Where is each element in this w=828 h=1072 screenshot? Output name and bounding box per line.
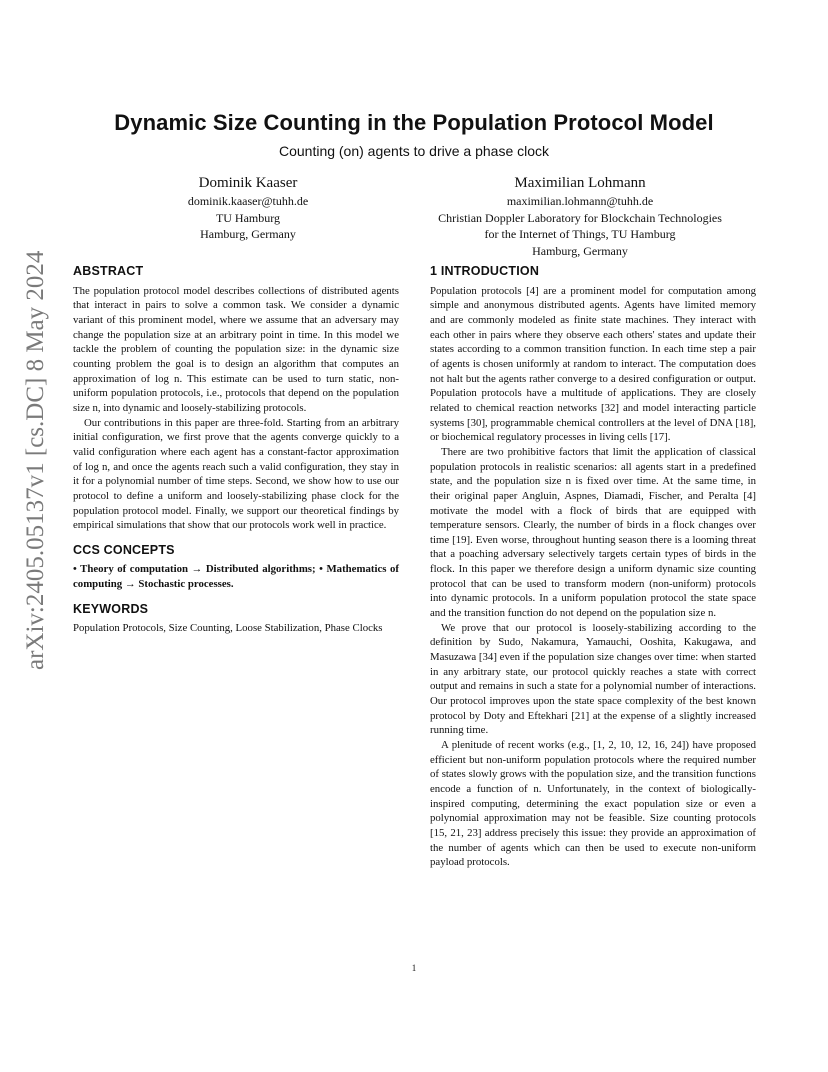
left-column (73, 264, 399, 636)
author-email: maximilian.lohmann@tuhh.de (506, 194, 654, 208)
arxiv-identifier: arXiv:2405.05137v1 [cs.DC] 8 May 2024 (22, 250, 49, 670)
intro-paragraph-4: A plenitude of recent works (e.g., [1, 2, 10, 12, 16, 24]) have proposed efficient but non-uniform population protocols where the required number of states slowly grows with the population size, and the transition functions encode a function of n. Unfortunately, in the context of biologically-inspired computing, determining the exact population size or even a polynomial approximation may not be feasible. Size counting protocols [15, 21, 23] address precisely this issue: they provide an approximation of the number of agents which can then be used to execute non-uniform payload protocols. (430, 739, 756, 869)
abstract-heading: ABSTRACT (73, 264, 144, 278)
introduction-heading: 1 INTRODUCTION (430, 264, 540, 278)
abstract-paragraph-1: The population protocol model describes collections of distributed agents that interact in pairs to solve a common task. We consider a dynamic variant of this prominent model, where we assume that an adversary may change the population size at an arbitrary point in time. In this model we tackle the problem of counting the population size: in the dynamic size counting problem the goal is to design an algorithm that computes an approximation of log n. This estimate can be used to turn static, non-uniform population protocols, i.e., protocols that depend on the population size n, into dynamic and loosely-stabilizing protocols. (73, 284, 399, 414)
author-email: dominik.kaaser@tuhh.de (187, 194, 309, 208)
intro-paragraph-3: We prove that our protocol is loosely-stabilizing according to the definition by Sudo, Nakamura, Yamauchi, Ooshita, Kakugawa, and Masuzawa [34] even if the population size changes over time: when started in any arbitrary state, our protocol quickly reaches a state with correct output and remains in such a state for a polynomial number of interactions. Our protocol improves upon the state space complexity of the best known protocol by Doty and Eftekhari [21] at the expense of a slightly increased running time. (430, 621, 756, 737)
author-affiliation-line2: for the Internet of Things, TU Hamburg (484, 227, 676, 241)
author-block-2 (410, 173, 750, 259)
intro-paragraph-2: There are two prohibitive factors that limit the application of classical population protocols in realistic scenarios: all agents start in a predefined state, and the population size n is fixed over time. At the same time, in their original paper Angluin, Aspnes, Diamadi, Fischer, and Peralta [4] motivate the model with a flock of birds that are equipped with temperature sensors. Clearly, the number of birds in a flock changes over time [19]. Even worse, throughout hunting season there is a looming threat that a poaching adversary selectively targets certain types of birds in the flock. In this paper we therefore design a uniform dynamic size counting protocol that can be used to transform modern (non-uniform) protocols into dynamic protocols. In a uniform population protocol the state space and the transition function do not depend on the population size n. (430, 445, 756, 620)
author-affiliation: Christian Doppler Laboratory for Blockchain Technologies (438, 210, 722, 225)
author-block-1 (148, 173, 348, 243)
paper-title: Dynamic Size Counting in the Population Protocol Model (114, 110, 714, 135)
page-number: 1 (411, 963, 417, 973)
author-name: Maximilian Lohmann (514, 175, 646, 191)
ccs-concepts-text: • Theory of computation → Distributed algorithms; • Mathematics of computing → Stochastic processes. (73, 563, 399, 591)
ccs-heading: CCS CONCEPTS (73, 542, 175, 557)
keywords-heading: KEYWORDS (73, 601, 149, 616)
author-location: Hamburg, Germany (200, 227, 296, 241)
right-column (430, 264, 756, 870)
author-name: Dominik Kaaser (198, 175, 298, 191)
intro-paragraph-1: Population protocols [4] are a prominent model for computation among simple and anonymous distributed agents. Agents have limited memory and are commonly modeled as finite state machines. They interact with each other in pairs where they observe each others' states and update their states according to a common transition function. In each time step a pair of agents is chosen uniformly at random to interact. The computation does not halt but the agents rather converge to a desired configuration or output. Population protocols have a multitude of applications. They are closely related to chemical reaction networks [32] and model interacting particle systems [30], programmable chemical controllers at the level of DNA [18], or biochemical regulatory processes in living cells [17]. (430, 284, 756, 444)
paper-subtitle: Counting (on) agents to drive a phase clock (278, 143, 550, 159)
keywords-text: Population Protocols, Size Counting, Loose Stabilization, Phase Clocks (73, 622, 383, 635)
abstract-paragraph-2: Our contributions in this paper are three-fold. Starting from an arbitrary initial configuration, we first prove that the agents converge quickly to a valid configuration where each agent has a constant-factor approximation of log n, and once the agents reach such a valid configuration, they stay in it for a polynomial number of time steps. Second, we show how to use our protocol to define a uniform and loosely-stabilizing phase clock for the population protocol model. Finally, we support our theoretical findings by empirical simulations that show that our protocols work well in practice. (73, 416, 399, 532)
author-location: Hamburg, Germany (532, 243, 628, 258)
author-affiliation: TU Hamburg (215, 210, 281, 225)
